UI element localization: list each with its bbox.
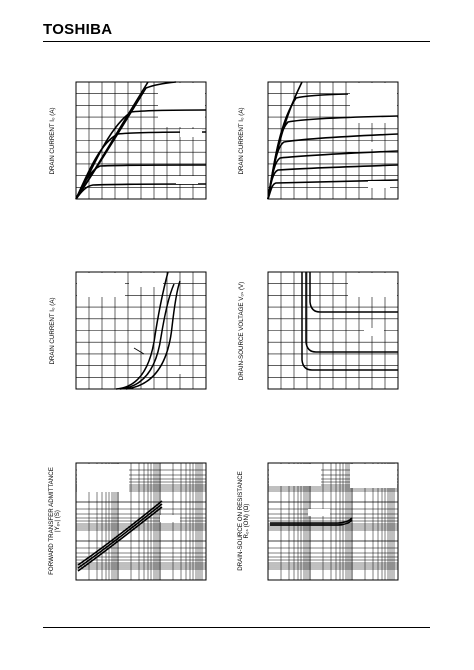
y-axis-label: DRAIN CURRENT I₀ (A) — [238, 107, 245, 175]
y-axis-label — [49, 411, 63, 631]
y-axis-label-line1: FORWARD TRANSFER ADMITTANCE — [48, 467, 55, 575]
header-rule — [43, 41, 430, 42]
y-axis-label-line2: |Yₒₛ| (S) — [54, 510, 62, 532]
footer-rule — [43, 627, 430, 628]
y-axis-label-line2: R₀ₛ (ON) (Ω) — [243, 503, 251, 539]
y-axis-label-line1: DRAIN-SOURCE ON RESISTANCE — [237, 471, 244, 571]
brand-logo: TOSHIBA — [43, 21, 113, 38]
chart-drain-source-voltage — [268, 272, 398, 389]
chart-drain-current-output-high — [268, 82, 398, 199]
chart-drain-current-output-low — [76, 82, 206, 199]
chart-forward-transfer-admittance — [76, 463, 206, 580]
y-axis-label: DRAIN CURRENT I₀ (A) — [49, 107, 56, 175]
y-axis-label — [238, 411, 252, 631]
chart-drain-source-on-resistance — [268, 463, 398, 580]
y-axis-label: DRAIN-SOURCE VOLTAGE V₀ₛ (V) — [238, 281, 245, 381]
chart-drain-current-transfer — [76, 272, 206, 389]
y-axis-label: DRAIN CURRENT I₀ (A) — [49, 297, 56, 365]
